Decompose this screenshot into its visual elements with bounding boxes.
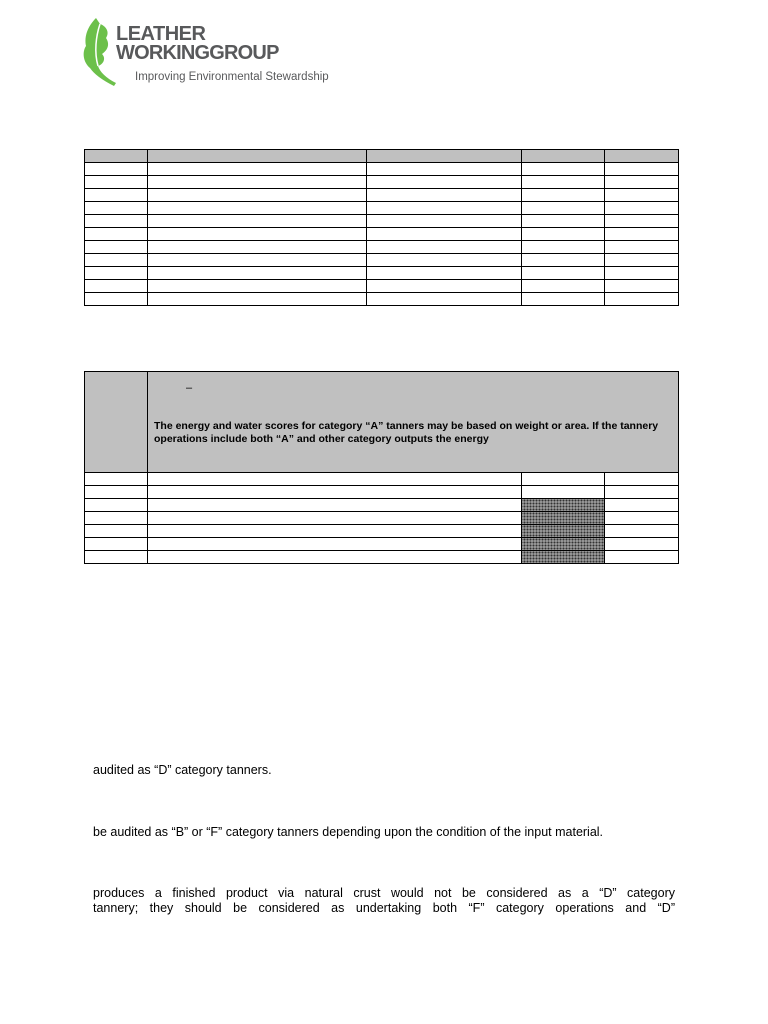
table-row xyxy=(85,267,679,280)
header-dash: – xyxy=(186,382,193,394)
table-row xyxy=(85,254,679,267)
category-a-note: The energy and water scores for category “A” tanners may be based on weight or area. If the tannery operations include both “A” and other category outputs the energy xyxy=(154,420,659,445)
table-row xyxy=(85,215,679,228)
paragraph-3-line-2: tannery; they should be considered as undertaking both “F” category operations and “D” xyxy=(93,901,675,915)
table-row xyxy=(85,163,679,176)
shaded-cell xyxy=(522,499,605,512)
logo-wordmark-line1: LEATHER xyxy=(116,23,206,45)
logo-wordmark-line2: WORKINGGROUP xyxy=(116,42,279,64)
table-header-row xyxy=(85,150,679,163)
table-header-row xyxy=(85,372,679,473)
score-table-2 xyxy=(84,371,679,564)
shaded-cell xyxy=(522,525,605,538)
table-row xyxy=(85,499,679,512)
paragraph-2: be audited as “B” or “F” category tanners depending upon the condition of the input material. xyxy=(93,825,604,839)
paragraph-3-line-1: produces a finished product via natural crust would not be considered as a “D” category xyxy=(93,886,675,900)
table-row xyxy=(85,512,679,525)
paragraph-1: audited as “D” category tanners. xyxy=(93,763,272,777)
table-row xyxy=(85,473,679,486)
table-row xyxy=(85,538,679,551)
leather-working-group-logo xyxy=(80,16,350,88)
logo-tagline: Improving Environmental Stewardship xyxy=(135,71,329,83)
table-row xyxy=(85,228,679,241)
shaded-cell xyxy=(522,538,605,551)
table-row xyxy=(85,293,679,306)
table-row xyxy=(85,241,679,254)
table-row xyxy=(85,176,679,189)
score-table-1 xyxy=(84,149,679,306)
table-row xyxy=(85,202,679,215)
table-row xyxy=(85,486,679,499)
table-row xyxy=(85,551,679,564)
shaded-cell xyxy=(522,551,605,564)
table-row xyxy=(85,525,679,538)
table-row xyxy=(85,280,679,293)
shaded-cell xyxy=(522,512,605,525)
table-row xyxy=(85,189,679,202)
